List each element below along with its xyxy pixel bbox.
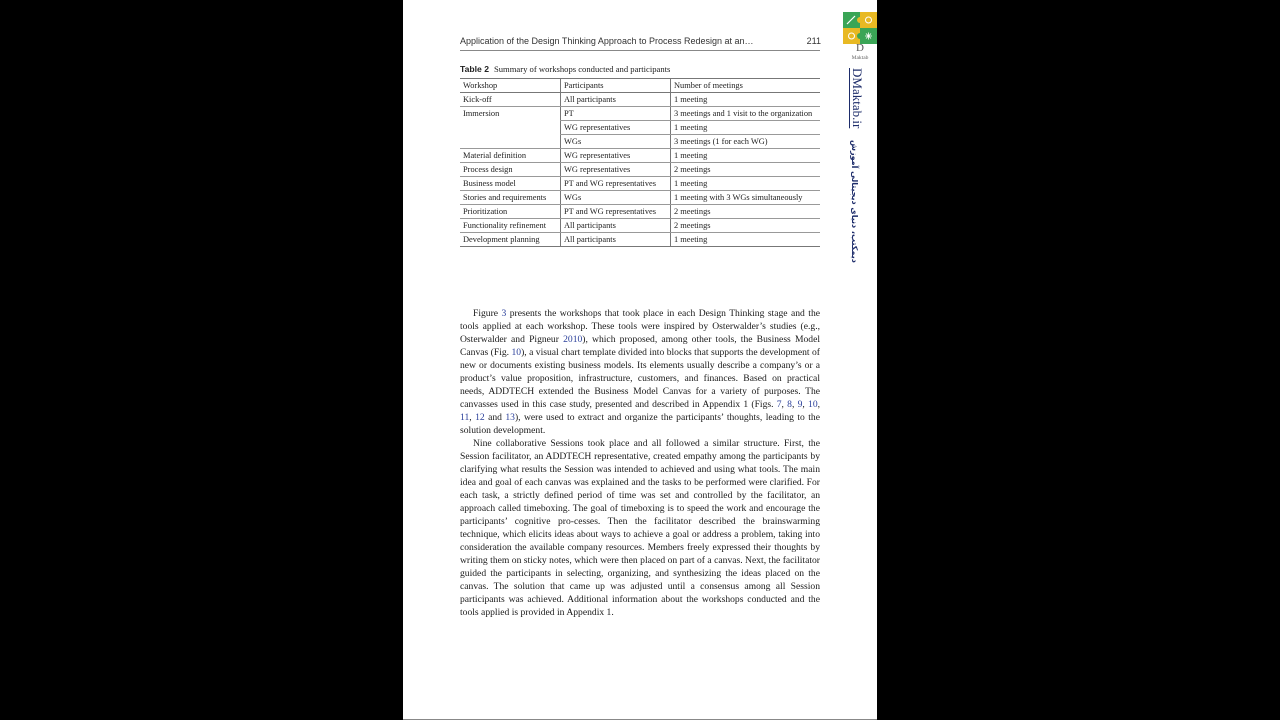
cell-meetings: 2 meetings (671, 163, 821, 177)
text-run: presents the workshops that took place in each Design Thinking stage and the tools applied at each workshop. These tools were inspired by Osterwalder’s studies (e.g., Osterwalder and Pigneur (460, 308, 820, 345)
cell-meetings: 2 meetings (671, 219, 821, 233)
cell-workshop: Kick-off (460, 93, 561, 107)
cell-participants: PT and WG representatives (561, 205, 671, 219)
cell-participants: WGs (561, 191, 671, 205)
table-row (460, 191, 820, 205)
text-run: ), a visual chart template divided into blocks that supports the development of new or documents existing business models. Its elements usually describe a company’s or a product’s value proposition, infrastructure, customers, and finances. Based on practical needs, ADDTECH extended the Business Model Canvas for a variety of purposes. The canvasses used in this case study, presented and described in Appendix 1 (Figs. (460, 347, 820, 410)
document-page (403, 0, 877, 720)
cell-meetings: 1 meeting (671, 177, 821, 191)
table-row (460, 177, 820, 191)
reference-link[interactable]: 10 (511, 347, 522, 358)
reference-link[interactable]: 8 (787, 399, 792, 410)
text-run: , (802, 399, 809, 410)
text-run: , (791, 399, 798, 410)
puzzle-logo-icon (843, 12, 877, 44)
cell-meetings: 1 meeting (671, 233, 821, 247)
header-rule (460, 50, 820, 51)
table-row (460, 93, 820, 107)
reference-link[interactable]: 2010 (563, 334, 583, 345)
cell-workshop: Functionality refinement (460, 219, 561, 233)
cell-participants: All participants (561, 219, 671, 233)
cell-participants: PT (561, 107, 671, 121)
cell-meetings: 1 meeting (671, 93, 821, 107)
cell-workshop (460, 135, 561, 149)
page-number: 211 (806, 36, 821, 46)
text-run: Figure (473, 308, 502, 319)
text-run: , (781, 399, 788, 410)
running-head: Application of the Design Thinking Approach to Process Redesign at an… (460, 36, 754, 46)
watermark-site: DMaktab.ir (850, 68, 865, 129)
table-caption (460, 64, 820, 74)
text-run: ), were used to extract and organize the participants’ thoughts, leading to the solution development. (460, 412, 820, 436)
cell-meetings: 1 meeting (671, 121, 821, 135)
column-header-workshop: Workshop (460, 79, 561, 93)
text-run: ), which proposed, among other tools, the Business Model Canvas (Fig. (460, 334, 821, 358)
cell-meetings: 1 meeting with 3 WGs simultaneously (671, 191, 821, 205)
table-label: Table 2 (460, 64, 489, 74)
cell-meetings: 3 meetings and 1 visit to the organization (671, 107, 821, 121)
cell-workshop (460, 121, 561, 135)
table-caption-text: Summary of workshops conducted and participants (493, 64, 671, 74)
reference-link[interactable]: 13 (505, 412, 515, 423)
reference-link[interactable]: 3 (501, 308, 507, 319)
paragraph: Nine collaborative Sessions took place and all followed a similar structure. First, the Session facilitator, an ADDTECH representative, created empathy among the participants by clarifying what results the Session was intended to achieved and using what tools. The main idea and goal of each canvas was explained and the tasks to be performed were clarified. For each task, a strictly defined period of time was set and controlled by the facilitator, an approach called timeboxing. The goal of timeboxing is to speed the work and encourage the participants’ cognitive pro-cesses. Then the facilitator described the brainswarming technique, which elicits ideas about ways to achieve a goal or address a problem, taking into consideration the available company resources. Members freely expressed their thoughts by writing them on sticky notes, which were then placed on part of a canvas. Next, the facilitator guided the participants in selecting, organizing, and synthesizing the ideas placed on the canvas. The solution that came up was adjusted until a consensus among all Session participants was achieved. Additional information about the workshops conducted and the tools applied is provided in Appendix 1. (460, 438, 820, 618)
cell-participants: PT and WG representatives (561, 177, 671, 191)
table-header-row (460, 79, 820, 93)
table-row (460, 205, 820, 219)
cell-participants: WG representatives (561, 121, 671, 135)
cell-participants: WG representatives (561, 163, 671, 177)
body-text (460, 307, 820, 619)
paragraph (460, 307, 820, 437)
watermark (841, 10, 877, 263)
workshops-table (460, 78, 820, 247)
text-run: , (817, 399, 821, 410)
cell-meetings: 1 meeting (671, 149, 821, 163)
cell-meetings: 2 meetings (671, 205, 821, 219)
table-row (460, 107, 820, 121)
logo-text: Maktab (851, 55, 869, 61)
column-header-participants: Participants (561, 79, 671, 93)
cell-workshop: Development planning (460, 233, 561, 247)
logo-letter: D (856, 42, 864, 54)
reference-link[interactable]: 11 (460, 412, 470, 423)
column-header-meetings: Number of meetings (671, 79, 821, 93)
cell-workshop: Prioritization (460, 205, 561, 219)
cell-workshop: Business model (460, 177, 561, 191)
cell-participants: All participants (561, 233, 671, 247)
cell-participants: WGs (561, 135, 671, 149)
reference-link[interactable]: 12 (475, 412, 485, 423)
table-row (460, 135, 820, 149)
text-run: , (469, 412, 476, 423)
cell-participants: All participants (561, 93, 671, 107)
table-row (460, 233, 820, 247)
cell-workshop: Immersion (463, 108, 500, 118)
cell-workshop: Process design (460, 163, 561, 177)
table-row (460, 219, 820, 233)
reference-link[interactable]: 10 (808, 399, 818, 410)
table-row (460, 121, 820, 135)
reference-link[interactable]: 7 (776, 399, 782, 410)
watermark-tagline: دیمکتب، دنیای دیجیتالی آموزش (850, 140, 859, 263)
table-body (460, 93, 820, 247)
cell-workshop: Stories and requirements (460, 191, 561, 205)
cell-workshop: Material definition (460, 149, 561, 163)
table-row (460, 163, 820, 177)
cell-participants: WG representatives (561, 149, 671, 163)
text-run: and (484, 412, 506, 423)
cell-meetings: 3 meetings (1 for each WG) (671, 135, 821, 149)
table-row (460, 149, 820, 163)
reference-link[interactable]: 9 (797, 399, 803, 410)
